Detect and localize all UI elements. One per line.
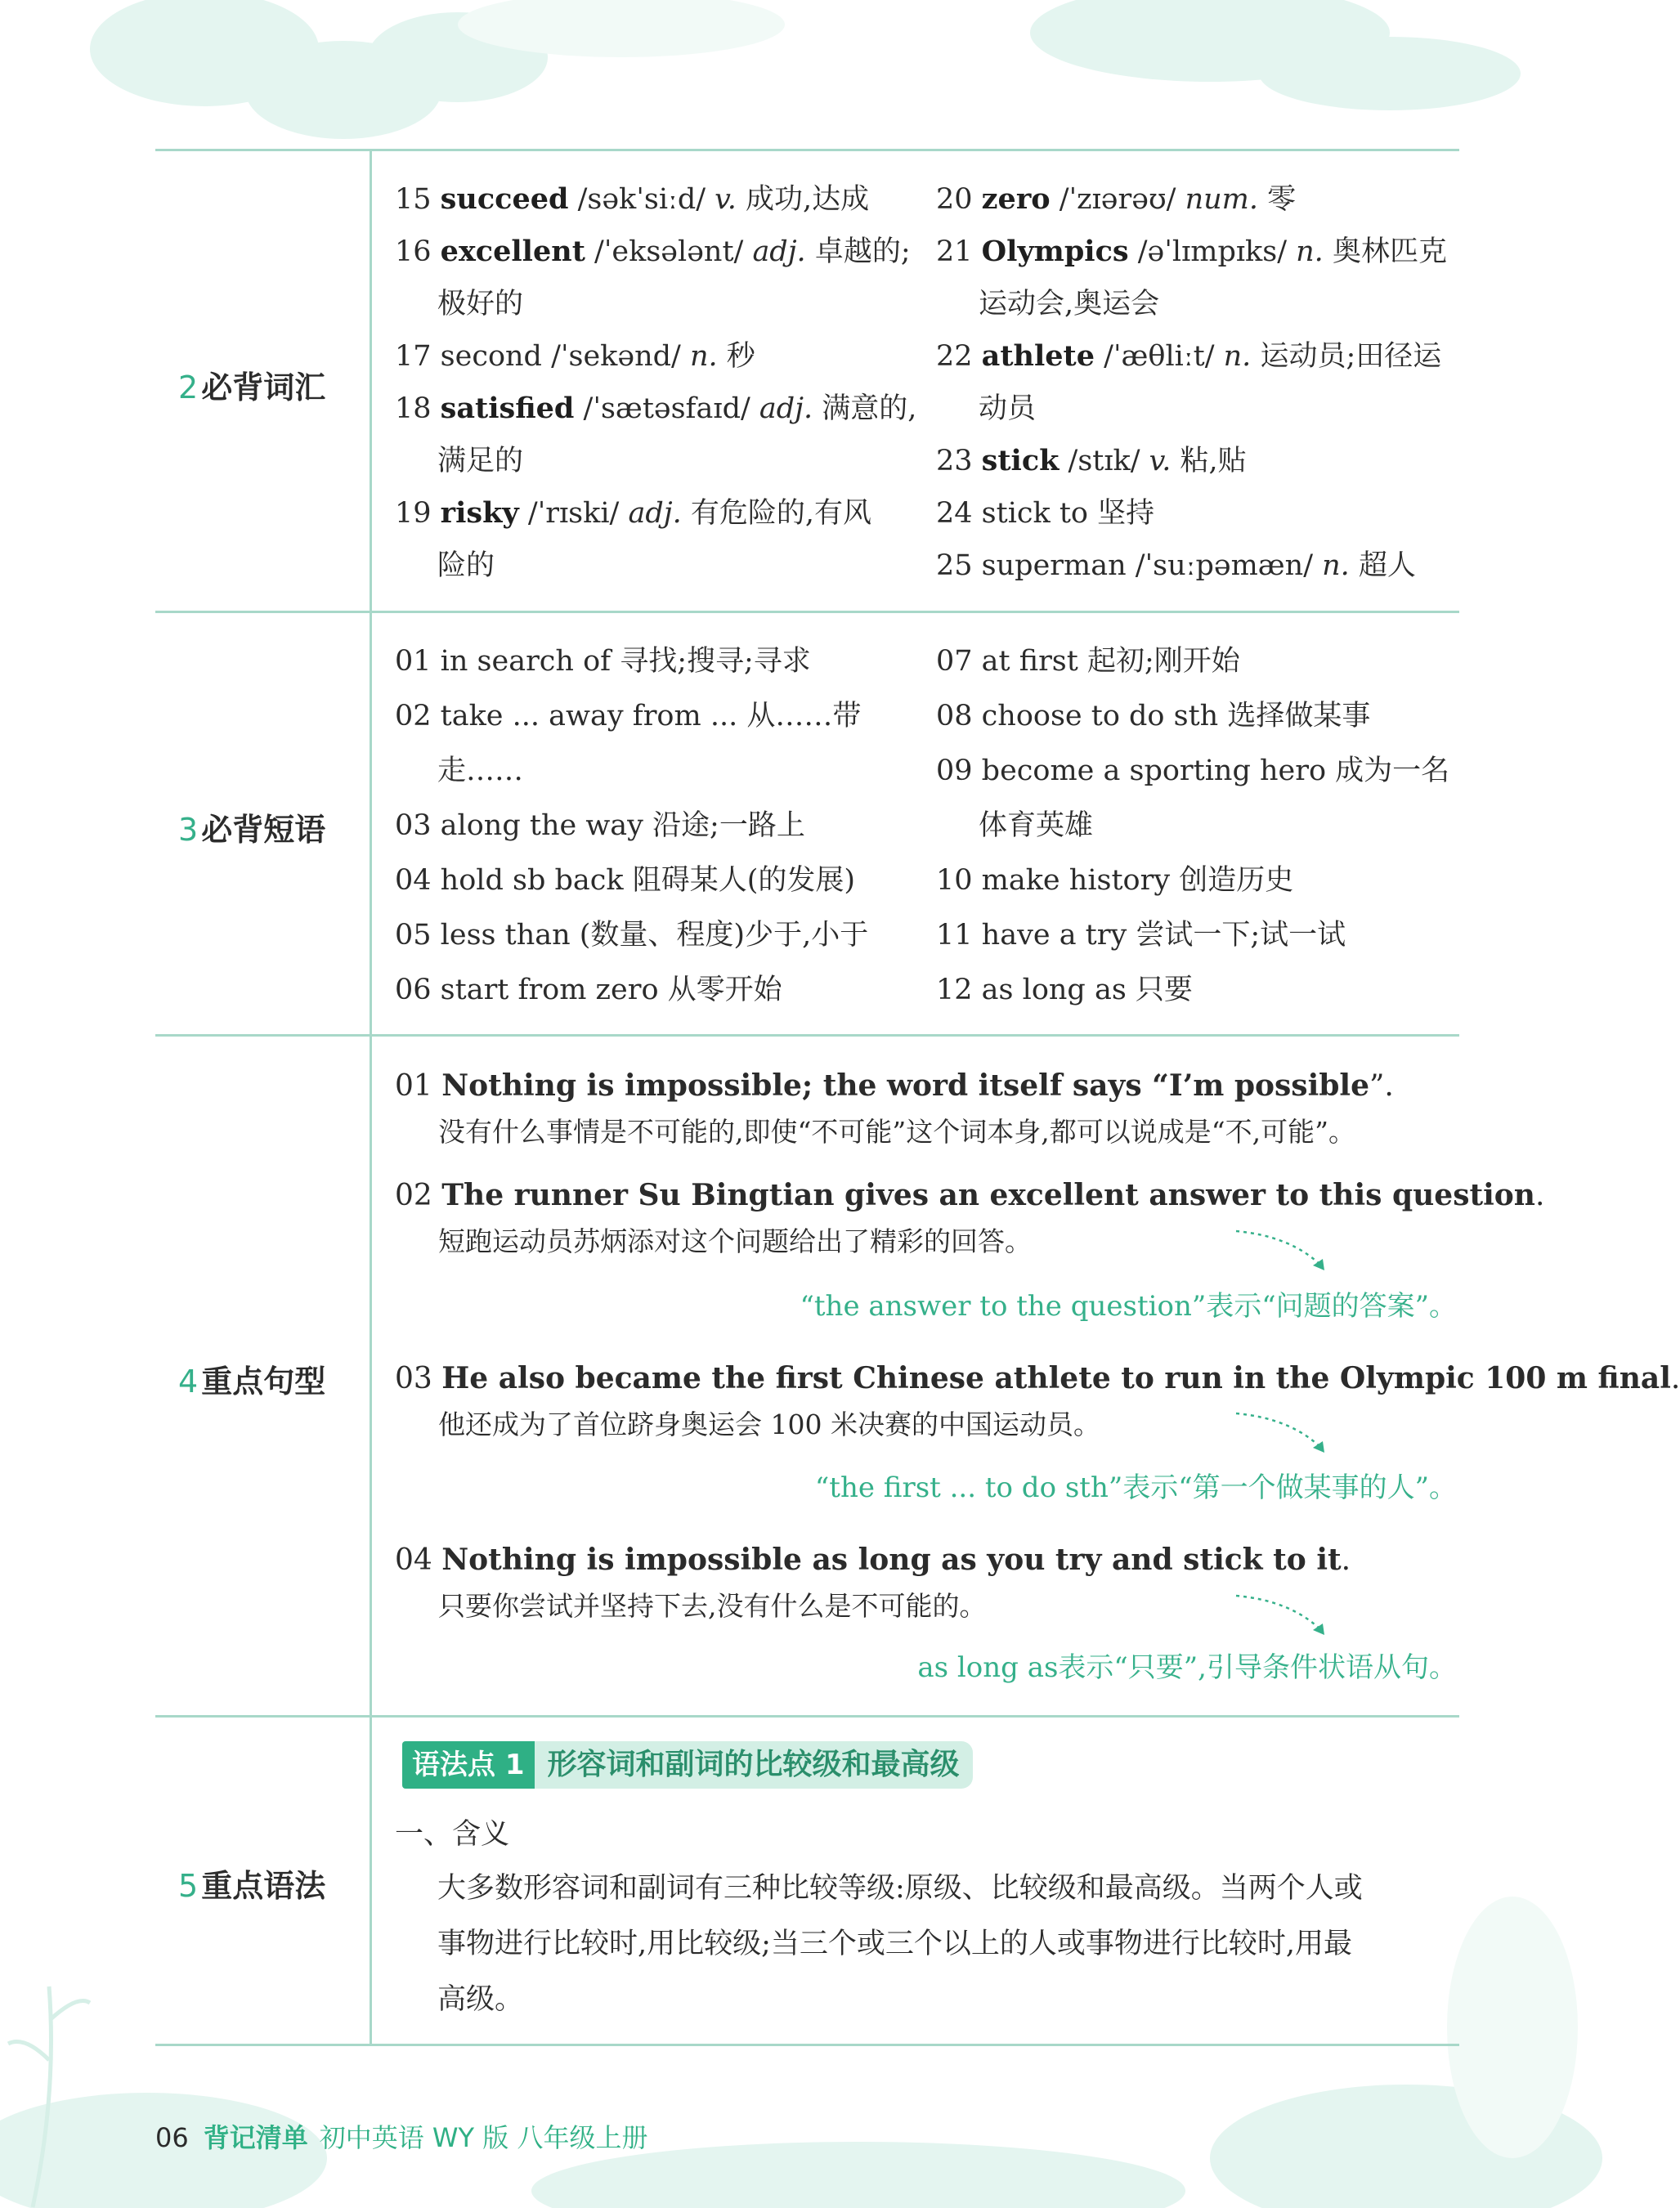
vocab-phonetic: /ˈsætəsfaɪd/ xyxy=(574,392,759,425)
section-number: 5 xyxy=(178,1868,199,1904)
section-label-sentences xyxy=(178,1356,366,1401)
vocab-number: 20 xyxy=(936,183,982,216)
sentence-english xyxy=(395,1537,1466,1583)
vocab-meaning: 成功,达成 xyxy=(736,183,870,216)
note-arrow xyxy=(1234,1410,1333,1459)
vocab-meaning-continued: 险的 xyxy=(437,549,495,582)
phrase-number: 06 xyxy=(395,974,441,1006)
grammar-subheading: 一、含义 xyxy=(395,1818,510,1851)
phrase-item xyxy=(936,634,1449,689)
sentence-number: 04 xyxy=(395,1543,432,1577)
vocab-item xyxy=(936,435,1447,487)
section-number: 3 xyxy=(178,812,199,848)
phrase-number: 12 xyxy=(936,974,982,1006)
sentence-translation: 没有什么事情是不可能的,即使“不可能”这个词本身,都可以说成是“不,可能”。 xyxy=(438,1116,1355,1148)
phrase-item xyxy=(395,853,868,908)
sentence-note: “the answer to the question”表示“问题的答案”。 xyxy=(800,1290,1457,1323)
section-label-grammar xyxy=(178,1861,366,1906)
sentence-end: . xyxy=(1670,1362,1680,1395)
phrase-item xyxy=(395,908,868,963)
phrase-text: have a try 尝试一下;试一试 xyxy=(981,919,1346,952)
vocab-list-right xyxy=(936,173,1447,592)
vocab-meaning: 坚持 xyxy=(1087,497,1155,530)
divider-vocab-phrases xyxy=(155,611,1459,613)
section-number: 4 xyxy=(178,1364,199,1400)
vocab-meaning: 满意的, xyxy=(813,392,917,425)
sentence-end: . xyxy=(1534,1179,1545,1212)
grammar-paragraph-line: 事物进行比较时,用比较级;当三个或三个以上的人或事物进行比较时,用最 xyxy=(437,1928,1353,1960)
vocab-number: 24 xyxy=(936,497,982,530)
divider-top xyxy=(155,149,1459,151)
vocab-part-of-speech: adj. xyxy=(752,235,806,268)
vocab-word: superman xyxy=(981,549,1127,582)
vocab-meaning: 卓越的; xyxy=(805,235,911,268)
vocab-meaning-continued: 极好的 xyxy=(437,288,524,320)
vocab-part-of-speech: v. xyxy=(715,183,737,216)
phrase-item xyxy=(936,853,1449,908)
phrase-list-right xyxy=(936,634,1449,1018)
phrase-item xyxy=(395,689,868,744)
divider-phrases-sentences xyxy=(155,1034,1459,1037)
sentence-text: Nothing is impossible; the word itself says “ xyxy=(441,1068,1169,1103)
vocab-meaning: 秒 xyxy=(717,340,755,373)
sentence-text-quote: I’m possible xyxy=(1168,1068,1370,1103)
phrase-item xyxy=(936,963,1449,1018)
vocab-word: second xyxy=(440,340,542,373)
phrase-item xyxy=(936,689,1449,744)
phrase-item xyxy=(936,908,1449,963)
vocab-number: 25 xyxy=(936,549,982,582)
phrase-text: at first 起初;刚开始 xyxy=(981,645,1240,678)
vocab-number: 19 xyxy=(395,497,441,530)
vocab-list-left xyxy=(395,173,916,592)
phrase-number: 07 xyxy=(936,645,982,678)
sentence-end: ”. xyxy=(1369,1069,1394,1103)
sentence-end: . xyxy=(1341,1543,1351,1577)
vocab-phonetic: /ˈzɪərəʊ/ xyxy=(1050,183,1185,216)
note-arrow xyxy=(1234,1228,1333,1277)
divider-vertical xyxy=(370,149,372,2046)
vocab-word: zero xyxy=(981,182,1051,216)
phrase-text: choose to do sth 选择做某事 xyxy=(981,700,1371,732)
section-title: 必背短语 xyxy=(201,812,326,848)
sentence-number: 02 xyxy=(395,1179,432,1212)
grammar-paragraph-line: 高级。 xyxy=(437,1983,524,2016)
sentence-english xyxy=(395,1355,1680,1402)
vocab-item xyxy=(936,540,1447,592)
vocab-meaning-continued: 满足的 xyxy=(437,445,524,477)
vocab-part-of-speech: v. xyxy=(1149,445,1172,477)
phrase-number: 03 xyxy=(395,809,441,842)
vocab-phonetic: /ˈæθliːt/ xyxy=(1094,340,1224,373)
vocab-meaning: 运动员;田径运 xyxy=(1251,340,1442,373)
phrase-text: in search of 寻找;搜寻;寻求 xyxy=(440,645,811,678)
section-label-phrases xyxy=(178,804,366,849)
vocab-item xyxy=(395,487,916,540)
phrase-number: 11 xyxy=(936,919,982,952)
grammar-point-header xyxy=(402,1741,973,1789)
vocab-word: risky xyxy=(440,496,519,530)
vocab-part-of-speech: n. xyxy=(1296,235,1324,268)
vocab-part-of-speech: adj. xyxy=(628,497,682,530)
vocab-number: 15 xyxy=(395,183,441,216)
vocab-meaning: 粘,贴 xyxy=(1171,445,1247,477)
vocab-phonetic: /əˈlɪmpɪks/ xyxy=(1128,235,1297,268)
sentence-translation: 短跑运动员苏炳添对这个问题给出了精彩的回答。 xyxy=(438,1225,1032,1257)
vocab-phonetic: /ˈsekənd/ xyxy=(541,340,690,373)
phrase-number: 05 xyxy=(395,919,441,952)
phrase-number: 04 xyxy=(395,864,441,897)
book-title: 背记清单 xyxy=(203,2122,308,2153)
vocab-phonetic: /səkˈsiːd/ xyxy=(568,183,715,216)
section-number: 2 xyxy=(178,369,199,405)
phrase-number: 08 xyxy=(936,700,982,732)
phrase-text: along the way 沿途;一路上 xyxy=(440,809,805,842)
vocab-item xyxy=(936,487,1447,540)
section-label-vocab xyxy=(178,362,366,407)
sentence-number: 01 xyxy=(395,1069,432,1103)
phrase-text-continued: 走…… xyxy=(437,755,524,787)
sentence-note: “the first ... to do sth”表示“第一个做某事的人”。 xyxy=(814,1471,1457,1504)
section-title: 重点语法 xyxy=(201,1868,326,1904)
vocab-meaning: 有危险的,有风 xyxy=(681,497,871,530)
vocab-number: 17 xyxy=(395,340,441,373)
vocab-number: 21 xyxy=(936,235,982,268)
vocab-item xyxy=(395,173,916,226)
vocab-item xyxy=(395,383,916,435)
page-number: 06 xyxy=(155,2122,189,2153)
vocab-word: succeed xyxy=(440,182,569,216)
vocab-number: 18 xyxy=(395,392,441,425)
phrase-list-left xyxy=(395,634,868,1018)
sentence-note: as long as表示“只要”,引导条件状语从句。 xyxy=(917,1651,1457,1684)
grammar-point-title: 形容词和副词的比较级和最高级 xyxy=(535,1741,973,1789)
divider-bottom xyxy=(155,2044,1459,2046)
vocab-word: stick xyxy=(981,444,1060,477)
vocab-meaning: 奥林匹克 xyxy=(1323,235,1447,268)
phrase-number: 01 xyxy=(395,645,441,678)
phrase-text-continued: 体育英雄 xyxy=(979,809,1094,842)
sentence-01 xyxy=(395,1063,1466,1155)
phrase-number: 02 xyxy=(395,700,441,732)
note-arrow xyxy=(1234,1592,1333,1641)
vocab-phonetic: /ˈsuːpəmæn/ xyxy=(1126,549,1323,582)
vocab-meaning: 零 xyxy=(1257,183,1297,216)
sentence-number: 03 xyxy=(395,1362,432,1395)
vocab-word: excellent xyxy=(440,235,585,268)
vocab-item xyxy=(936,330,1447,383)
vocab-number: 22 xyxy=(936,340,982,373)
grammar-content xyxy=(395,1808,1466,2027)
vocab-item xyxy=(395,330,916,383)
vocab-part-of-speech: n. xyxy=(1322,549,1350,582)
sentence-text: Nothing is impossible as long as you try and stick to it xyxy=(441,1543,1342,1577)
vocab-item xyxy=(395,226,916,278)
vocab-part-of-speech: adj. xyxy=(759,392,813,425)
grammar-point-tag: 语法点 1 xyxy=(402,1741,535,1789)
vocab-word: stick to xyxy=(981,497,1088,530)
book-subtitle: 初中英语 WY 版 八年级上册 xyxy=(319,2122,648,2153)
phrase-number: 09 xyxy=(936,755,982,787)
phrase-text: make history 创造历史 xyxy=(981,864,1294,897)
sentence-text: He also became the first Chinese athlete to run in the Olympic 100 m final xyxy=(441,1361,1671,1395)
vocab-number: 16 xyxy=(395,235,441,268)
vocab-item xyxy=(936,226,1447,278)
phrase-item xyxy=(936,744,1449,799)
vocab-word: athlete xyxy=(981,339,1095,373)
divider-sentences-grammar xyxy=(155,1715,1459,1718)
sentence-english xyxy=(395,1172,1545,1219)
vocab-meaning-continued: 动员 xyxy=(979,392,1037,425)
vocab-part-of-speech: n. xyxy=(689,340,718,373)
vocab-phonetic: /ˈrɪski/ xyxy=(518,497,629,530)
vocab-word: Olympics xyxy=(981,235,1129,268)
vocab-phonetic: /ˈeksələnt/ xyxy=(585,235,753,268)
vocab-part-of-speech: num. xyxy=(1185,183,1258,216)
phrase-text: hold sb back 阻碍某人(的发展) xyxy=(440,864,856,897)
vocab-meaning: 超人 xyxy=(1349,549,1416,582)
phrase-text: start from zero 从零开始 xyxy=(440,974,782,1006)
grammar-paragraph-line: 大多数形容词和副词有三种比较等级:原级、比较级和最高级。当两个人或 xyxy=(437,1872,1363,1905)
phrase-number: 10 xyxy=(936,864,982,897)
phrase-item xyxy=(395,634,868,689)
phrase-item xyxy=(395,963,868,1018)
section-title: 必背词汇 xyxy=(201,369,326,405)
page-footer xyxy=(155,2117,647,2155)
phrase-text: become a sporting hero 成为一名 xyxy=(981,755,1450,787)
sentence-english xyxy=(395,1063,1466,1109)
vocab-number: 23 xyxy=(936,445,982,477)
phrase-text: as long as 只要 xyxy=(981,974,1193,1006)
phrase-text: take ... away from ... 从……带 xyxy=(440,700,862,732)
vocab-phonetic: /stɪk/ xyxy=(1059,445,1149,477)
sentence-text: The runner Su Bingtian gives an excellent answer to this question xyxy=(441,1178,1535,1212)
vocab-word: satisfied xyxy=(440,392,575,425)
sentence-translation: 他还成为了首位跻身奥运会 100 米决赛的中国运动员。 xyxy=(438,1409,1100,1440)
phrase-item xyxy=(395,799,868,853)
section-title: 重点句型 xyxy=(201,1364,326,1400)
vocab-part-of-speech: n. xyxy=(1223,340,1252,373)
vocab-item xyxy=(936,173,1447,226)
phrase-text: less than (数量、程度)少于,小于 xyxy=(440,919,869,952)
sentence-translation: 只要你尝试并坚持下去,没有什么是不可能的。 xyxy=(438,1590,987,1622)
vocab-meaning-continued: 运动会,奥运会 xyxy=(979,288,1160,320)
